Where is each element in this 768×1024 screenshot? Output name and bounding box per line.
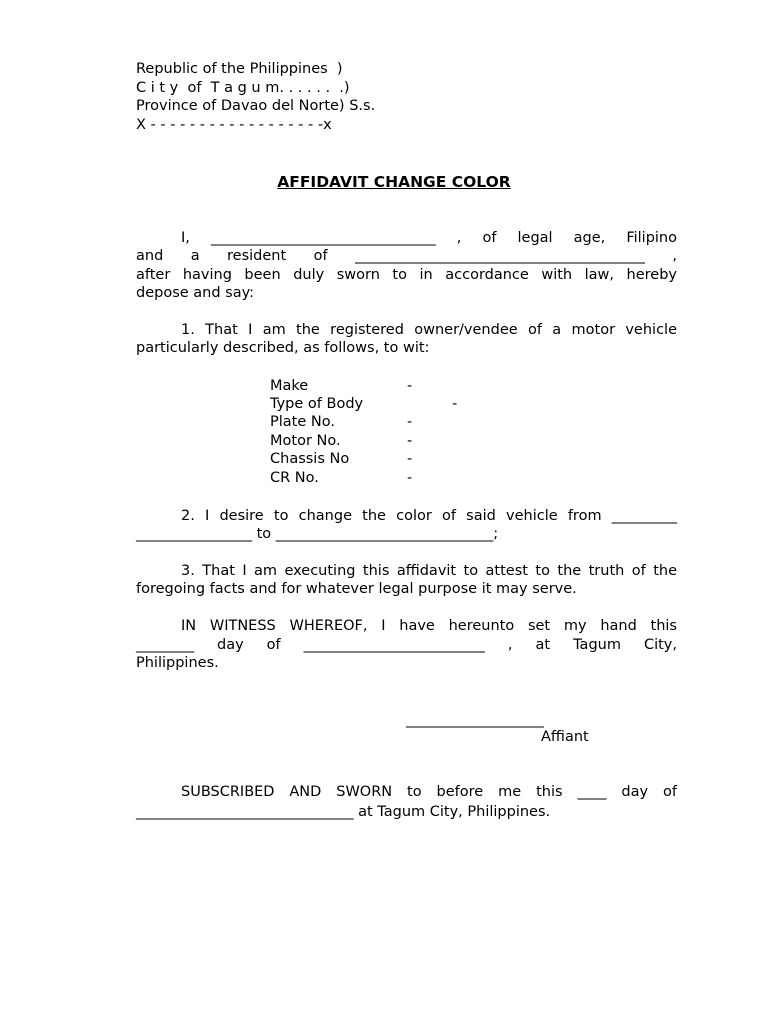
spec-chassis-dash: -: [407, 451, 413, 467]
spec-motor-label: Motor No.: [270, 433, 341, 449]
para3-line-1: 3. That I am executing this affidavit to attest to the truth of the: [181, 563, 677, 579]
affiant-label: Affiant: [541, 729, 589, 745]
venue-country: Republic of the Philippines ): [136, 61, 343, 77]
intro-line-1: I, _______________________________ , of legal age, Filipino: [181, 230, 677, 246]
spec-plate-label: Plate No.: [270, 414, 335, 430]
venue-city: C i t y of T a g u m. . . . . . .): [136, 80, 350, 96]
para2-line-2: ________________ to ______________________________;: [136, 526, 499, 542]
affiant-signature-line: ___________________: [406, 712, 544, 728]
para1-line-2: particularly described, as follows, to wit:: [136, 340, 430, 356]
spec-cr-dash: -: [407, 470, 413, 486]
intro-line-4: depose and say:: [136, 285, 255, 301]
venue-separator: X - - - - - - - - - - - - - - - - - -x: [136, 117, 332, 133]
jurat-line-1: SUBSCRIBED AND SWORN to before me this ____ day of: [181, 784, 677, 800]
spec-make-dash: -: [407, 378, 413, 394]
spec-chassis-label: Chassis No: [270, 451, 350, 467]
witness-line-1: IN WITNESS WHEREOF, I have hereunto set my hand this: [181, 618, 677, 634]
spec-cr-label: CR No.: [270, 470, 319, 486]
jurat-line-2: ______________________________ at Tagum City, Philippines.: [136, 804, 551, 820]
spec-make-label: Make: [270, 378, 309, 394]
spec-body-label: Type of Body: [270, 396, 364, 412]
witness-line-3: Philippines.: [136, 655, 219, 671]
spec-plate-dash: -: [407, 414, 413, 430]
para2-line-1: 2. I desire to change the color of said vehicle from _________: [181, 508, 677, 524]
venue-province: Province of Davao del Norte) S.s.: [136, 98, 376, 114]
document-title: AFFIDAVIT CHANGE COLOR: [277, 173, 511, 191]
para1-line-1: 1. That I am the registered owner/vendee of a motor vehicle: [181, 322, 677, 338]
para3-line-2: foregoing facts and for whatever legal purpose it may serve.: [136, 581, 577, 597]
spec-body-dash: -: [452, 396, 458, 412]
intro-line-2: and a resident of ________________________________________ ,: [136, 248, 677, 264]
witness-line-2: ________ day of _________________________ , at Tagum City,: [136, 637, 677, 653]
spec-motor-dash: -: [407, 433, 413, 449]
intro-line-3: after having been duly sworn to in accordance with law, hereby: [136, 267, 677, 283]
